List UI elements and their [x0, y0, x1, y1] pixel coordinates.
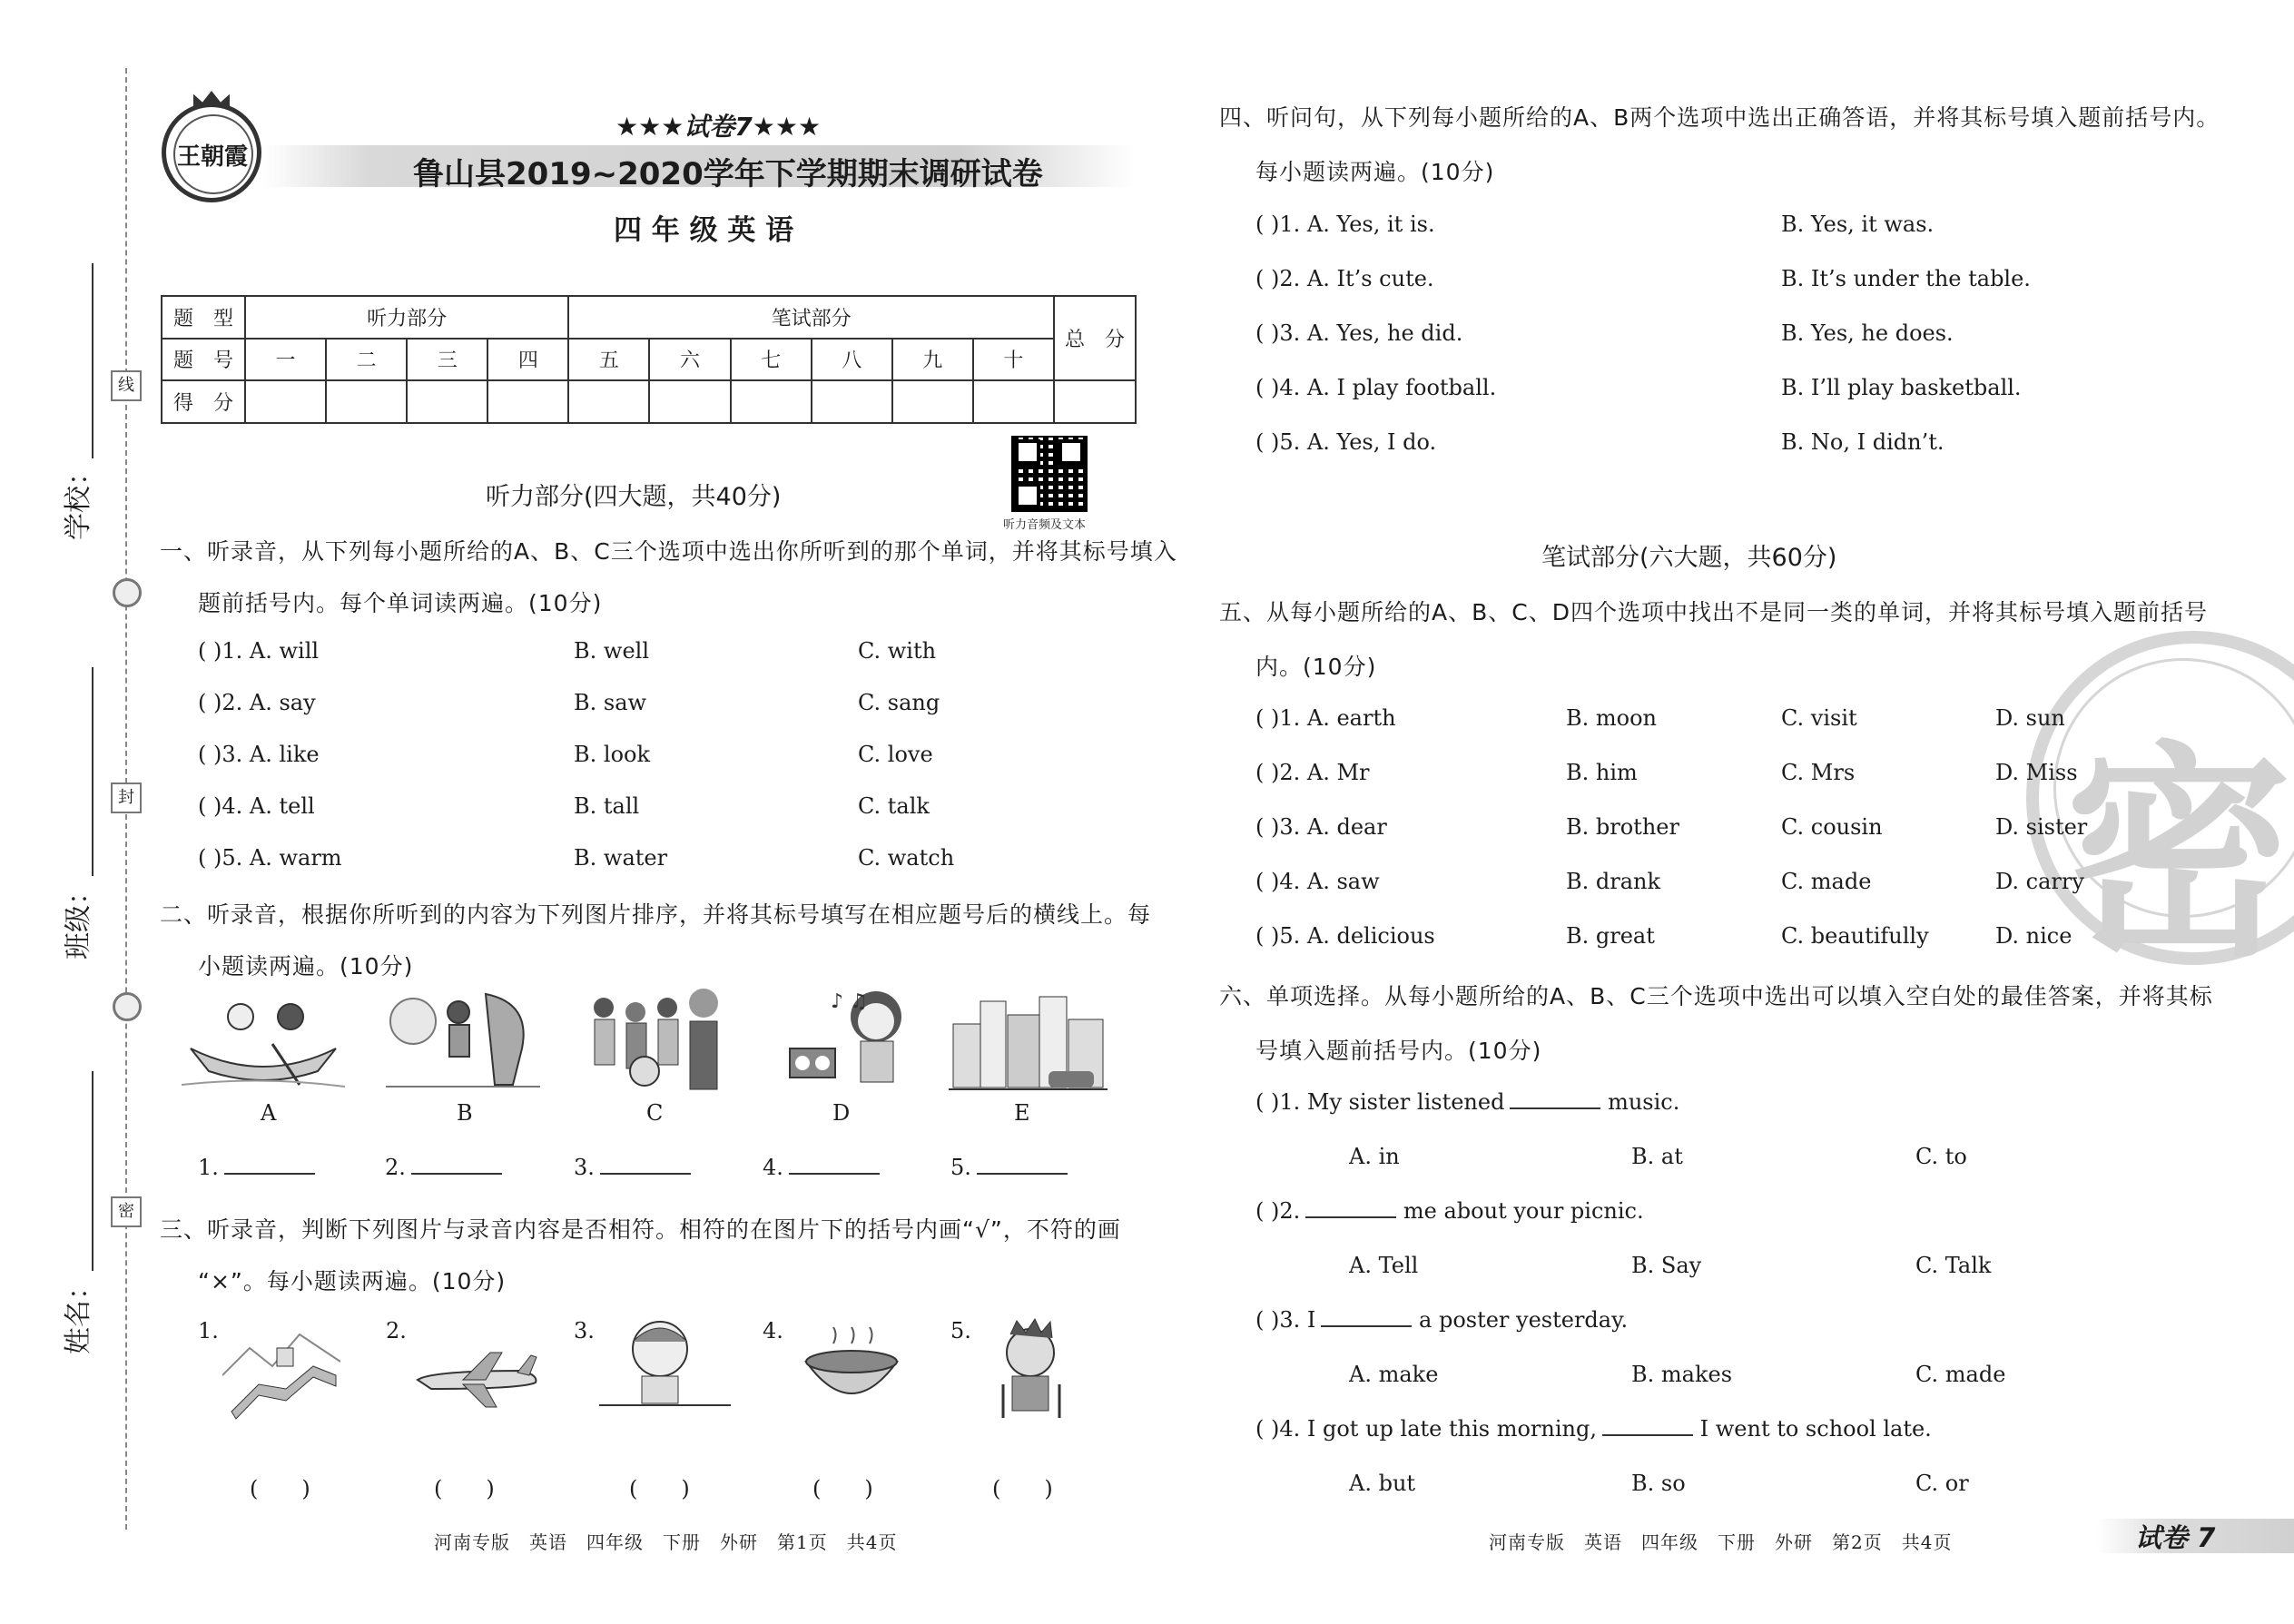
q4-item-4-b: B. I’ll play basketball.	[1781, 375, 2022, 400]
q6-item-4-c: C. or	[1915, 1471, 1969, 1496]
q1-item-2-c: C. sang	[858, 690, 940, 715]
q4-instruction: 四、听问句，从下列每小题所给的A、B两个选项中选出正确答语，并将其标号填入题前括号内。	[1219, 104, 2220, 131]
boy-writing-picture-icon	[595, 1314, 731, 1423]
q6-item-3-pre: ( )3. I	[1255, 1307, 1316, 1333]
q3-num-1: 1.	[198, 1318, 219, 1343]
qr-caption: 听力音频及文本	[1003, 518, 1087, 532]
table-cell: 得 分	[162, 380, 245, 423]
noodles-picture-icon	[797, 1325, 906, 1416]
q5-item-2-b: B. him	[1566, 760, 1638, 785]
q6-item-2-b: B. Say	[1631, 1253, 1702, 1278]
q6-item-4-post: I went to school late.	[1699, 1416, 1932, 1442]
q5-item-3-d: D. sister	[1995, 814, 2088, 840]
picture-label-b: B	[457, 1100, 473, 1126]
footer-tag: 试卷 7	[2135, 1522, 2216, 1553]
q5-item-5-a[interactable]: ( )5. A. delicious	[1255, 923, 1435, 949]
q3-num-4: 4.	[763, 1318, 783, 1343]
q5-item-5-b: B. great	[1566, 923, 1655, 949]
score-cell[interactable]	[568, 380, 649, 423]
score-cell[interactable]	[731, 380, 812, 423]
q6-item-2-c: C. Talk	[1915, 1253, 1992, 1278]
table-cell: 七	[731, 339, 812, 381]
table-cell: 题 型	[162, 296, 245, 339]
score-cell[interactable]	[487, 380, 568, 423]
qr-code[interactable]	[1011, 436, 1088, 512]
q1-item-5-b: B. water	[574, 845, 668, 871]
order-blank-4[interactable]	[763, 1155, 880, 1180]
q6-item-1-b: B. at	[1631, 1144, 1683, 1169]
q5-item-1-b: B. moon	[1566, 705, 1658, 731]
score-cell[interactable]	[892, 380, 973, 423]
q3-instruction: 三、听录音，判断下列图片与录音内容是否相符。相符的在图片下的括号内画“√”，不符的画	[160, 1216, 1121, 1243]
q5-instruction-2: 内。(10分)	[1255, 654, 1377, 680]
q3-instruction-2: “×”。每小题读两遍。(10分)	[198, 1268, 507, 1294]
table-cell: 八	[812, 339, 892, 381]
score-cell[interactable]	[812, 380, 892, 423]
hiking-picture-icon	[386, 985, 540, 1094]
score-cell[interactable]	[1054, 380, 1136, 423]
q1-item-2-b: B. saw	[574, 690, 647, 715]
q1-instruction-2: 题前括号内。每个单词读两遍。(10分)	[198, 590, 603, 616]
q1-instruction: 一、听录音，从下列每小题所给的A、B、C三个选项中选出你所听到的那个单词，并将其标号填入	[160, 538, 1177, 565]
q6-item-1-c: C. to	[1915, 1144, 1967, 1169]
order-blank-1[interactable]	[198, 1155, 315, 1180]
q4-item-2-a[interactable]: ( )2. A. It’s cute.	[1255, 266, 1434, 291]
q5-item-4-c: C. made	[1781, 869, 1872, 894]
q4-item-1-b: B. Yes, it was.	[1781, 212, 1935, 237]
airplane-picture-icon	[413, 1348, 540, 1412]
footer-right: 河南专版 英语 四年级 下册 外研 第2页 共4页	[1489, 1531, 1953, 1553]
q6-item-2-post: me about your picnic.	[1403, 1198, 1644, 1224]
q1-item-5-a[interactable]: ( )5. A. warm	[198, 845, 342, 871]
q1-item-1-a[interactable]: ( )1. A. will	[198, 638, 320, 664]
table-cell: 十	[973, 339, 1054, 381]
q5-instruction: 五、从每小题所给的A、B、C、D四个选项中找出不是同一类的单词，并将其标号填入题前括号	[1219, 599, 2208, 625]
q1-item-5-c: C. watch	[858, 845, 955, 871]
score-cell[interactable]	[407, 380, 487, 423]
picture-label-a: A	[261, 1100, 277, 1126]
table-cell: 题 号	[162, 339, 245, 381]
band-picture-icon	[576, 985, 731, 1098]
q3-num-3: 3.	[574, 1318, 595, 1343]
name-blank	[92, 1071, 94, 1271]
picture-label-c: C	[646, 1100, 664, 1126]
sick-boy-picture-icon	[985, 1316, 1085, 1421]
q1-item-3-c: C. love	[858, 742, 933, 767]
q6-item-3-c: C. made	[1915, 1362, 2006, 1387]
q6-item-4[interactable]	[1255, 1416, 1932, 1442]
q1-item-4-b: B. tall	[574, 793, 640, 819]
q6-item-2[interactable]	[1255, 1198, 1644, 1224]
music-girl-picture-icon	[781, 985, 926, 1098]
paper-title: 鲁山县2019~2020学年下学期期末调研试卷	[413, 156, 1043, 192]
q5-item-2-d: D. Miss	[1995, 760, 2078, 785]
q6-item-3-b: B. makes	[1631, 1362, 1733, 1387]
table-cell: 一	[245, 339, 326, 381]
q6-item-4-a: A. but	[1349, 1471, 1416, 1496]
table-cell: 笔试部分	[568, 296, 1054, 339]
q1-item-4-a[interactable]: ( )4. A. tell	[198, 793, 315, 819]
judge-bracket-3[interactable]: ( )	[629, 1476, 690, 1501]
order-num: 3.	[574, 1155, 595, 1180]
judge-bracket-1[interactable]: ( )	[250, 1476, 310, 1501]
q4-item-5-a[interactable]: ( )5. A. Yes, I do.	[1255, 429, 1437, 455]
q5-item-1-a[interactable]: ( )1. A. earth	[1255, 705, 1396, 731]
logo-text: 王朝霞	[177, 143, 249, 171]
table-cell: 九	[892, 339, 973, 381]
writing-heading: 笔试部分(六大题，共60分)	[1541, 544, 1837, 572]
q6-item-1[interactable]	[1255, 1089, 1679, 1115]
footer-left: 河南专版 英语 四年级 下册 外研 第1页 共4页	[434, 1531, 898, 1553]
q3-num-2: 2.	[386, 1318, 407, 1343]
seal-feng: 封	[111, 782, 142, 813]
q4-item-1-a[interactable]: ( )1. A. Yes, it is.	[1255, 212, 1435, 237]
q4-item-2-b: B. It’s under the table.	[1781, 266, 2031, 291]
q6-item-1-post: music.	[1608, 1089, 1680, 1115]
q6-item-2-pre: ( )2.	[1255, 1198, 1301, 1224]
table-cell: 听力部分	[245, 296, 568, 339]
q5-item-3-c: C. cousin	[1781, 814, 1883, 840]
q4-item-3-a[interactable]: ( )3. A. Yes, he did.	[1255, 320, 1463, 346]
q5-item-5-d: D. nice	[1995, 923, 2072, 949]
crown-icon	[193, 91, 230, 107]
order-blank-5[interactable]	[950, 1155, 1068, 1180]
class-label: 班级：	[63, 878, 94, 960]
q1-item-2-a[interactable]: ( )2. A. say	[198, 690, 316, 715]
table-cell: 二	[326, 339, 407, 381]
score-cell[interactable]	[649, 380, 730, 423]
order-blank-2[interactable]	[385, 1155, 502, 1180]
q2-instruction-2: 小题读两遍。(10分)	[198, 953, 414, 979]
q4-item-4-a[interactable]: ( )4. A. I play football.	[1255, 375, 1497, 400]
q4-instruction-2: 每小题读两遍。(10分)	[1255, 159, 1495, 185]
q5-item-3-a[interactable]: ( )3. A. dear	[1255, 814, 1387, 840]
score-cell[interactable]	[326, 380, 407, 423]
order-num: 4.	[763, 1155, 783, 1180]
q5-item-4-d: D. carry	[1995, 869, 2084, 894]
school-label: 学校：	[63, 458, 94, 540]
picture-label-d: D	[832, 1100, 851, 1126]
q6-item-3-a: A. make	[1349, 1362, 1439, 1387]
q6-item-3[interactable]	[1255, 1307, 1628, 1333]
q1-item-4-c: C. talk	[858, 793, 930, 819]
order-num: 1.	[198, 1155, 219, 1180]
table-cell: 四	[487, 339, 568, 381]
judge-bracket-5[interactable]: ( )	[992, 1476, 1053, 1501]
seal-xian: 线	[111, 370, 142, 401]
q4-item-3-b: B. Yes, he does.	[1781, 320, 1954, 346]
q5-item-4-b: B. drank	[1566, 869, 1661, 894]
q5-item-4-a[interactable]: ( )4. A. saw	[1255, 869, 1380, 894]
q5-item-2-a[interactable]: ( )2. A. Mr	[1255, 760, 1370, 785]
q6-instruction-2: 号填入题前括号内。(10分)	[1255, 1038, 1542, 1064]
score-cell[interactable]	[245, 380, 326, 423]
judge-bracket-2[interactable]: ( )	[434, 1476, 495, 1501]
city-picture-icon	[949, 988, 1108, 1097]
q1-item-3-a[interactable]: ( )3. A. like	[198, 742, 320, 767]
q1-item-1-b: B. well	[574, 638, 649, 664]
order-blank-3[interactable]	[574, 1155, 691, 1180]
great-wall-picture-icon	[222, 1321, 340, 1421]
listening-heading: 听力部分(四大题，共40分)	[486, 483, 782, 511]
binding-hole-icon	[113, 578, 142, 607]
q1-item-3-b: B. look	[574, 742, 651, 767]
school-blank	[92, 263, 94, 458]
score-cell[interactable]	[973, 380, 1054, 423]
seal-mi: 密	[111, 1196, 142, 1227]
logo-seal	[162, 103, 261, 202]
table-cell: 三	[407, 339, 487, 381]
q3-num-5: 5.	[950, 1318, 971, 1343]
table-cell: 总 分	[1054, 296, 1136, 380]
picture-label-e: E	[1014, 1100, 1030, 1126]
q5-item-2-c: C. Mrs	[1781, 760, 1856, 785]
order-num: 5.	[950, 1155, 971, 1180]
boat-picture-icon	[182, 985, 345, 1094]
q6-item-1-pre: ( )1. My sister listened	[1255, 1089, 1505, 1115]
order-num: 2.	[385, 1155, 406, 1180]
q5-item-1-d: D. sun	[1995, 705, 2065, 731]
q5-item-1-c: C. visit	[1781, 705, 1857, 731]
q6-item-4-pre: ( )4. I got up late this morning,	[1255, 1416, 1597, 1442]
class-blank	[92, 667, 94, 876]
svg-text:♪ ♫: ♪ ♫	[831, 990, 868, 1013]
q2-instruction: 二、听录音，根据你所听到的内容为下列图片排序，并将其标号填写在相应题号后的横线上。每	[160, 901, 1152, 928]
name-label: 姓名：	[63, 1273, 94, 1354]
judge-bracket-4[interactable]: ( )	[812, 1476, 873, 1501]
paper-subtitle: 四 年 级 英 语	[614, 214, 794, 247]
score-table	[161, 295, 1137, 424]
q5-item-5-c: C. beautifully	[1781, 923, 1929, 949]
q6-item-2-a: A. Tell	[1349, 1253, 1419, 1278]
binding-hole-icon	[113, 992, 142, 1021]
table-cell: 六	[649, 339, 730, 381]
q4-item-5-b: B. No, I didn’t.	[1781, 429, 1944, 455]
watermark-stamp-char: 密	[2065, 723, 2292, 987]
q6-item-4-b: B. so	[1631, 1471, 1686, 1496]
table-cell: 五	[568, 339, 649, 381]
paper-badge: ★★★试卷7★★★	[615, 112, 822, 142]
q5-item-3-b: B. brother	[1566, 814, 1679, 840]
q6-item-1-a: A. in	[1349, 1144, 1400, 1169]
q6-item-3-post: a poster yesterday.	[1419, 1307, 1629, 1333]
q6-instruction: 六、单项选择。从每小题所给的A、B、C三个选项中选出可以填入空白处的最佳答案，并将其标	[1219, 983, 2213, 1009]
q1-item-1-c: C. with	[858, 638, 937, 664]
